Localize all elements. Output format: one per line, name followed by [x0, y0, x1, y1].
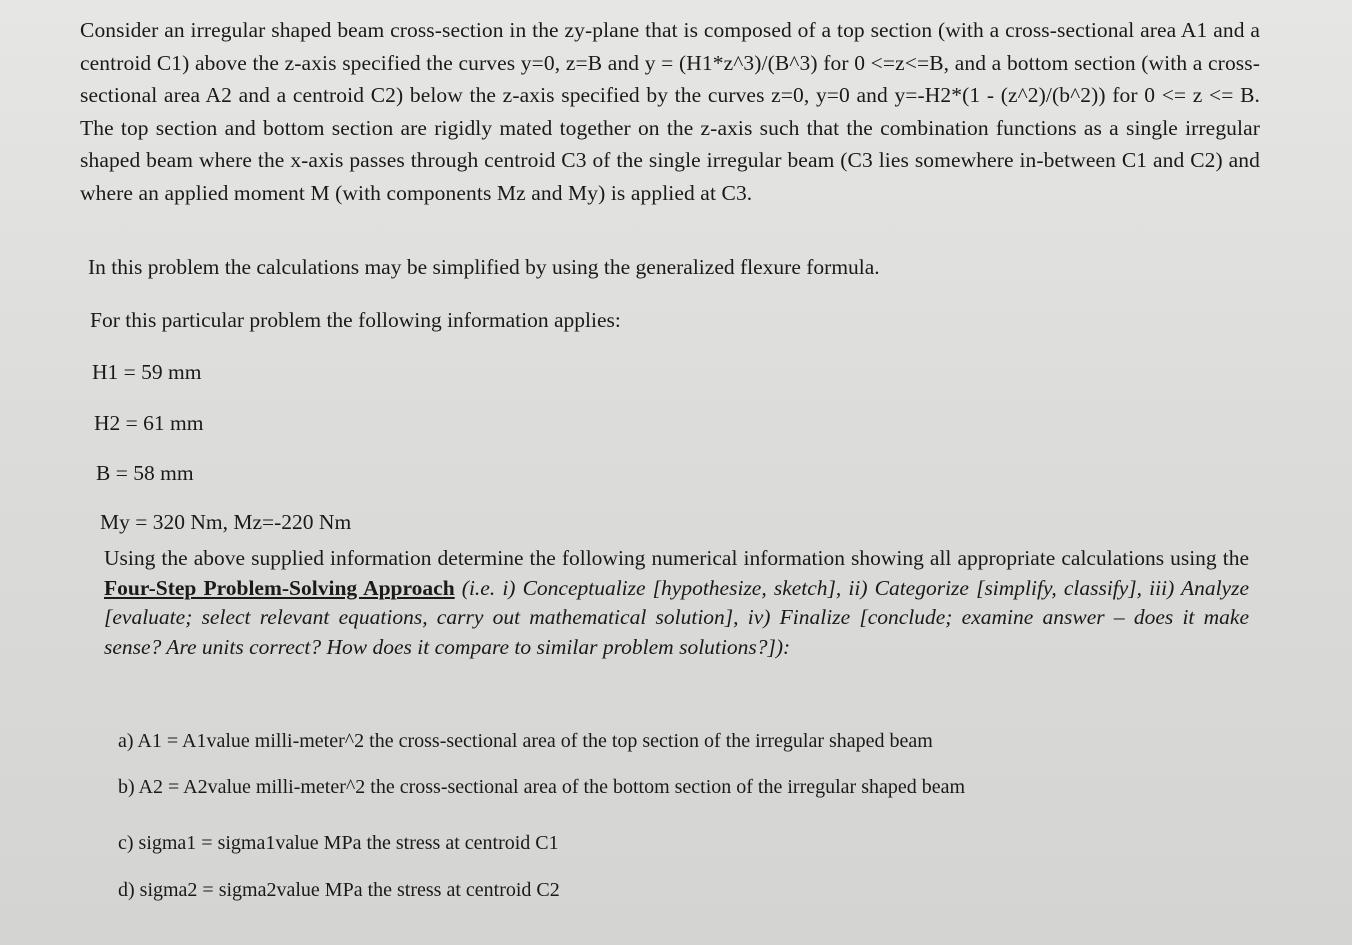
question-a: a) A1 = A1value milli-meter^2 the cross-sectional area of the top section of the irregular shaped beam — [118, 730, 933, 752]
hint-text: In this problem the calculations may be simplified by using the generalized flexure formula. — [88, 255, 880, 279]
given-moments: My = 320 Nm, Mz=-220 Nm — [100, 510, 352, 534]
question-b: b) A2 = A2value milli-meter^2 the cross-sectional area of the bottom section of the irregular shaped beam — [118, 776, 966, 798]
given-b: B = 58 mm — [96, 461, 194, 485]
instructions-steps: (i.e. i) Conceptualize [hypothesize, sketch], ii) Categorize [simplify, classify], iii) Analyze [evaluate; select relevant equations, carry out mathematical solution], iv) Finalize [conclude; examine answer – does it make sense? Are units correct? How does it compare to similar problem solutions?]): — [104, 575, 1250, 659]
question-d: d) sigma2 = sigma2value MPa the stress at centroid C2 — [118, 879, 560, 901]
question-c: c) sigma1 = sigma1value MPa the stress at centroid C1 — [118, 832, 559, 854]
instructions-lead: Using the above supplied information determine the following numerical information showing all appropriate calculations using the — [104, 546, 1249, 570]
given-h1: H1 = 59 mm — [92, 360, 202, 384]
instructions — [104, 544, 1249, 662]
info-intro: For this particular problem the following information applies: — [90, 308, 621, 332]
given-h2: H2 = 61 mm — [94, 411, 204, 435]
four-step-approach-link[interactable]: Four-Step Problem-Solving Approach — [104, 575, 455, 600]
problem-statement: Consider an irregular shaped beam cross-section in the zy-plane that is composed of a top section (with a cross-sectional area A1 and a centroid C1) above the z-axis specified the curves y=0, z=B and y = (H1*z^3)/(B^3) for 0 <=z<=B, and a bottom section (with a cross-sectional area A2 and a centroid C2) below the z-axis specified by the curves z=0, y=0 and y=-H2*(1 - (z^2)/(b^2)) for 0 <= z <= B. The top section and bottom section are rigidly mated together on the z-axis such that the combination functions as a single irregular shaped beam where the x-axis passes through centroid C3 of the single irregular beam (C3 lies somewhere in-between C1 and C2) and where an applied moment M (with components Mz and My) is applied at C3. — [80, 18, 1260, 205]
